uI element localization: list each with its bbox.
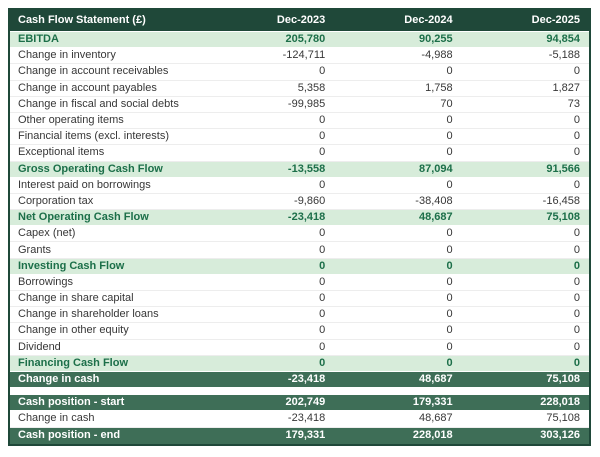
row-label: Financial items (excl. interests) bbox=[18, 131, 169, 143]
row-value-dec-2025: 91,566 bbox=[546, 163, 580, 175]
table-row bbox=[10, 428, 589, 444]
row-value-dec-2023: 0 bbox=[319, 244, 326, 256]
row-value-dec-2025: 0 bbox=[573, 244, 580, 256]
row-value-dec-2025: 0 bbox=[573, 260, 580, 272]
table-row bbox=[10, 356, 589, 372]
table-row bbox=[10, 210, 589, 226]
row-value-dec-2025: 1,827 bbox=[552, 82, 580, 94]
row-label: Financing Cash Flow bbox=[18, 357, 129, 369]
row-value-dec-2024: 0 bbox=[446, 244, 453, 256]
row-value-dec-2025: 75,108 bbox=[546, 374, 580, 386]
row-value-dec-2023: 0 bbox=[319, 309, 326, 321]
col-header-dec-2025: Dec-2025 bbox=[531, 15, 580, 26]
row-value-dec-2025: 0 bbox=[573, 357, 580, 369]
row-label: Cash position - end bbox=[18, 430, 121, 442]
row-value-dec-2023: 0 bbox=[319, 179, 326, 191]
table-row bbox=[10, 395, 589, 411]
row-value-dec-2025: 0 bbox=[573, 293, 580, 305]
row-value-dec-2024: 228,018 bbox=[412, 430, 453, 442]
row-value-dec-2024: 87,094 bbox=[418, 163, 453, 175]
row-label: Gross Operating Cash Flow bbox=[18, 163, 163, 175]
row-value-dec-2024: 0 bbox=[446, 179, 453, 191]
row-value-dec-2024: 48,687 bbox=[418, 374, 453, 386]
table-row bbox=[10, 259, 589, 275]
table-row bbox=[10, 81, 589, 97]
row-label: Investing Cash Flow bbox=[18, 260, 125, 272]
row-value-dec-2024: 0 bbox=[446, 309, 453, 321]
table-row bbox=[10, 64, 589, 80]
row-value-dec-2023: -23,418 bbox=[287, 212, 326, 224]
row-value-dec-2023: 179,331 bbox=[285, 430, 326, 442]
col-header-dec-2023: Dec-2023 bbox=[276, 15, 326, 26]
row-value-dec-2023: 0 bbox=[319, 66, 326, 78]
row-label: Change in share capital bbox=[18, 293, 134, 305]
row-value-dec-2023: 205,780 bbox=[285, 34, 326, 46]
row-label: Grants bbox=[18, 244, 52, 256]
row-value-dec-2025: 0 bbox=[573, 276, 580, 288]
row-label: Exceptional items bbox=[18, 147, 105, 159]
row-label: Change in account receivables bbox=[18, 66, 169, 78]
row-label: Capex (net) bbox=[18, 228, 76, 240]
row-value-dec-2025: 73 bbox=[567, 98, 580, 110]
row-value-dec-2024: 48,687 bbox=[418, 212, 453, 224]
table-row bbox=[10, 162, 589, 178]
row-label: Cash position - start bbox=[18, 397, 125, 409]
row-value-dec-2023: -9,860 bbox=[294, 195, 326, 207]
row-label: Change in cash bbox=[18, 374, 100, 386]
row-value-dec-2024: -38,408 bbox=[415, 195, 453, 207]
row-label: EBITDA bbox=[18, 34, 59, 46]
row-value-dec-2024: 90,255 bbox=[418, 34, 453, 46]
row-label: Change in account payables bbox=[18, 82, 157, 94]
row-label: Corporation tax bbox=[18, 195, 94, 207]
row-value-dec-2024: 0 bbox=[446, 276, 453, 288]
section-gap bbox=[10, 388, 589, 395]
table-row bbox=[10, 275, 589, 291]
row-value-dec-2024: -4,988 bbox=[421, 50, 453, 62]
row-value-dec-2025: 0 bbox=[573, 131, 580, 143]
row-value-dec-2023: 0 bbox=[319, 293, 326, 305]
row-value-dec-2025: 75,108 bbox=[546, 413, 580, 425]
row-label: Net Operating Cash Flow bbox=[18, 212, 149, 224]
row-value-dec-2025: 0 bbox=[573, 147, 580, 159]
row-label: Interest paid on borrowings bbox=[18, 179, 151, 191]
row-value-dec-2023: 0 bbox=[319, 228, 326, 240]
row-label: Borrowings bbox=[18, 276, 74, 288]
row-value-dec-2025: 0 bbox=[573, 325, 580, 337]
row-value-dec-2024: 0 bbox=[446, 115, 453, 127]
table-row bbox=[10, 372, 589, 388]
table-row bbox=[10, 411, 589, 427]
row-value-dec-2025: 228,018 bbox=[540, 397, 580, 409]
table-body bbox=[10, 32, 589, 444]
row-value-dec-2024: 179,331 bbox=[412, 397, 453, 409]
cash-flow-statement-table bbox=[8, 8, 591, 446]
table-row bbox=[10, 323, 589, 339]
row-value-dec-2023: 0 bbox=[319, 115, 326, 127]
row-value-dec-2023: -23,418 bbox=[287, 374, 326, 386]
row-label: Change in other equity bbox=[18, 325, 129, 337]
row-label: Dividend bbox=[18, 341, 61, 353]
row-value-dec-2024: 0 bbox=[446, 341, 453, 353]
table-row bbox=[10, 48, 589, 64]
row-value-dec-2025: 0 bbox=[573, 115, 580, 127]
row-value-dec-2024: 0 bbox=[446, 66, 453, 78]
row-label: Change in shareholder loans bbox=[18, 309, 159, 321]
col-header-dec-2024: Dec-2024 bbox=[404, 15, 453, 26]
row-label: Other operating items bbox=[18, 115, 124, 127]
row-value-dec-2025: 0 bbox=[573, 179, 580, 191]
row-value-dec-2025: 0 bbox=[573, 341, 580, 353]
row-value-dec-2025: -16,458 bbox=[542, 195, 580, 207]
row-value-dec-2025: -5,188 bbox=[548, 50, 580, 62]
row-value-dec-2023: -23,418 bbox=[287, 413, 326, 425]
row-value-dec-2023: 0 bbox=[319, 325, 326, 337]
row-value-dec-2024: 0 bbox=[446, 357, 453, 369]
row-value-dec-2023: 0 bbox=[319, 147, 326, 159]
row-label: Change in fiscal and social debts bbox=[18, 98, 179, 110]
table-row bbox=[10, 242, 589, 258]
table-row bbox=[10, 340, 589, 356]
row-label: Change in cash bbox=[18, 413, 95, 425]
table-row bbox=[10, 226, 589, 242]
table-row bbox=[10, 129, 589, 145]
table-row bbox=[10, 178, 589, 194]
row-value-dec-2023: 0 bbox=[319, 260, 326, 272]
row-value-dec-2025: 0 bbox=[573, 228, 580, 240]
table-title: Cash Flow Statement (£) bbox=[18, 15, 146, 26]
row-value-dec-2024: 48,687 bbox=[418, 413, 453, 425]
row-value-dec-2023: 0 bbox=[319, 131, 326, 143]
row-value-dec-2025: 0 bbox=[573, 66, 580, 78]
row-value-dec-2023: -13,558 bbox=[287, 163, 326, 175]
row-value-dec-2024: 0 bbox=[446, 131, 453, 143]
table-row bbox=[10, 113, 589, 129]
row-value-dec-2023: -99,985 bbox=[287, 98, 326, 110]
row-value-dec-2025: 0 bbox=[573, 309, 580, 321]
row-value-dec-2025: 94,854 bbox=[546, 34, 580, 46]
row-value-dec-2023: -124,711 bbox=[282, 50, 326, 62]
row-value-dec-2023: 0 bbox=[319, 341, 326, 353]
row-value-dec-2024: 1,758 bbox=[425, 82, 453, 94]
row-label: Change in inventory bbox=[18, 50, 116, 62]
row-value-dec-2024: 0 bbox=[446, 325, 453, 337]
row-value-dec-2025: 75,108 bbox=[546, 212, 580, 224]
row-value-dec-2023: 0 bbox=[319, 276, 326, 288]
table-row bbox=[10, 97, 589, 113]
row-value-dec-2024: 70 bbox=[440, 98, 453, 110]
row-value-dec-2023: 5,358 bbox=[297, 82, 326, 94]
table-row bbox=[10, 32, 589, 48]
table-row bbox=[10, 307, 589, 323]
row-value-dec-2024: 0 bbox=[446, 293, 453, 305]
row-value-dec-2023: 202,749 bbox=[285, 397, 326, 409]
row-value-dec-2024: 0 bbox=[446, 260, 453, 272]
row-value-dec-2023: 0 bbox=[319, 357, 326, 369]
row-value-dec-2024: 0 bbox=[446, 228, 453, 240]
table-row bbox=[10, 291, 589, 307]
table-row bbox=[10, 194, 589, 210]
table-header-row bbox=[10, 10, 589, 32]
row-value-dec-2025: 303,126 bbox=[540, 430, 580, 442]
row-value-dec-2024: 0 bbox=[446, 147, 453, 159]
table-row bbox=[10, 145, 589, 161]
